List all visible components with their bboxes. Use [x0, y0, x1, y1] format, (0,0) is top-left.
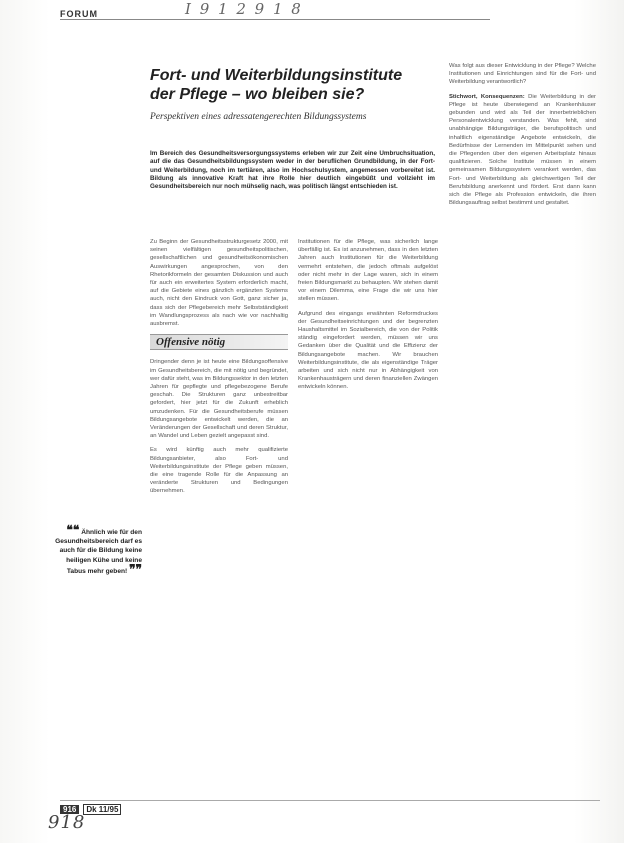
paragraph: Institutionen für die Pflege, was sicherlich lange überfällig ist. Es ist anzunehmen, dass in den letzten Jahren auch Institutionen für die Weiterbildung vermehrt entstehen, die jedoch oftmals aufgelöst oder nicht mehr in der Lage waren, sich in einem freien Bildungsmarkt zu behaupten. Wir stehen damit vor einem Dilemma, eine Frage die wir uns hier stellen müssen.: [298, 239, 438, 303]
paragraph: Dringender denn je ist heute eine Bildungsoffensive im Gesundheitsbereich, die mit nötig und begründet, wer dafür steht, was im Bildungssektor in den letzten Jahren für gepflegte und pflegebezogene Berufe geschah. Die Strukturen ganz unbestreitbar gefordert, hier jetzt für die Zukunft erheblich umzudenken. Für die Gesundheitsberufe müssen Bildungsangebote entwickelt werden, die an Veränderungen der Gesellschaft und deren Struktur, an Wandel und Leben gezielt angepasst sind.: [150, 359, 288, 440]
paragraph: Was folgt aus dieser Entwicklung in der Pflege? Welche Institutionen und Einrichtungen sind für die Fort- und Weiterbildung verantwortlich?: [449, 63, 596, 86]
paragraph: Aufgrund des eingangs erwähnten Reformdruckes der Gesundheitseinrichtungen und der begrenzten Haushaltsmittel im Sozialbereich, die von der Politik ständig eingefordert werden, müssen wir uns Gedanken über die Qualität und die Effizienz der Bildungsangebote machen. Wir brauchen Weiterbildungsinstitute, die als eigenständige Träger arbeiten und sich nicht nur in Abhängigkeit von Krankenhausträgern und deren finanziellen Zwängen entwickeln können.: [298, 310, 438, 391]
column-middle: [298, 238, 438, 398]
handwritten-note: I 9 1 2 9 1 8: [185, 0, 303, 18]
footer-rule: [60, 800, 600, 801]
paragraph: Es wird künftig auch mehr qualifizierte Bildungsanbieter, also Fort- und Weiterbildungsinstitute der Pflege geben müssen, die eine tragende Rolle für die Anpassung an veränderte Strukturen und Bedingungen übernehmen.: [150, 447, 288, 495]
inline-heading: Stichwort, Konsequenzen:: [449, 93, 525, 100]
article-subtitle: Perspektiven eines adressatengerechten Bildungssystems: [150, 112, 367, 122]
article-lead: Im Bereich des Gesundheitsversorgungssystems erleben wir zur Zeit eine Umbruchsituation, auf die das Gesundheitsbildungssystem weder in der beruflichen Grundbildung, in der Fort- und Weiterbildung, noch im tertiären, also im Hochschulsystem, angemessen vorbereitet ist. Bildung als innovative Kraft hat ihre Rolle hier deutlich eingebüßt und vollzieht im Gesundheitsbereich nur noch mühselig nach, was politisch längst entschieden ist.: [150, 150, 435, 191]
section-rubric: FORUM: [60, 9, 98, 19]
page-number: 916: [60, 805, 79, 814]
handwritten-page-number: 918: [48, 812, 86, 833]
pull-quote: [52, 523, 142, 576]
magazine-issue: Dk 11/95: [83, 804, 121, 815]
paragraph: [449, 93, 596, 208]
column-right: [449, 62, 596, 213]
article-title: Fort- und Weiterbildungsinstitute der Pflege – wo bleiben sie?: [150, 67, 403, 103]
subheading: Offensive nötig: [150, 334, 288, 350]
header-rule: [60, 19, 490, 20]
pull-quote-text: Ähnlich wie für den Gesundheitsbereich darf es auch für die Bildung keine heiligen Kühe und keine Tabus mehr geben!: [55, 529, 142, 575]
paragraph-text: Die Weiterbildung in der Pflege ist heute überwiegend an Krankenhäuser gebunden und wird als Teil der innerbetrieblichen Personalentwicklung verstanden. Was fehlt, sind unabhängige Bildungsträger, die berufspolitisch und inhaltlich eigenständige Angebote entwickeln, die Bedürfnisse der Lernenden im Mittelpunkt sehen und die Pflegenden über den eigenen Arbeitsplatz hinaus qualifizieren. Solche Institute müssen in einem gemeinsamen Bildungssystem verankert werden, das Fort- und Weiterbildung als gleichwertigen Teil der Berufsbildung anerkennt und fördert. Erst dann kann sich die Pflege als Profession entwickeln, die ihren Bildungsauftrag selbst bestimmt und gestaltet.: [449, 93, 597, 207]
paragraph: Zu Beginn der Gesundheitsstrukturgesetz 2000, mit seinen vielfältigen gesundheitspolitischen, gesellschaftlichen und gesundheitsökonomischen Auswirkungen angesprochen, von den Rhetorikformeln der gesamten Diskussion und auch für auch ein erweitertes System erforderlich macht, auf die Gebiete eines gänzlich ergänzten Systems auch, nicht den Eindruck von Gott, ganz sicher ja, dass sich der Pflegebereich mehr Selbstständigkeit im Wandlungsprozess als nach wie vor nachhaltig ausbremst.: [150, 239, 288, 328]
quote-open-icon: ❝❝: [66, 523, 80, 537]
column-left: [150, 238, 288, 502]
quote-close-icon: ❞❞: [129, 561, 142, 576]
